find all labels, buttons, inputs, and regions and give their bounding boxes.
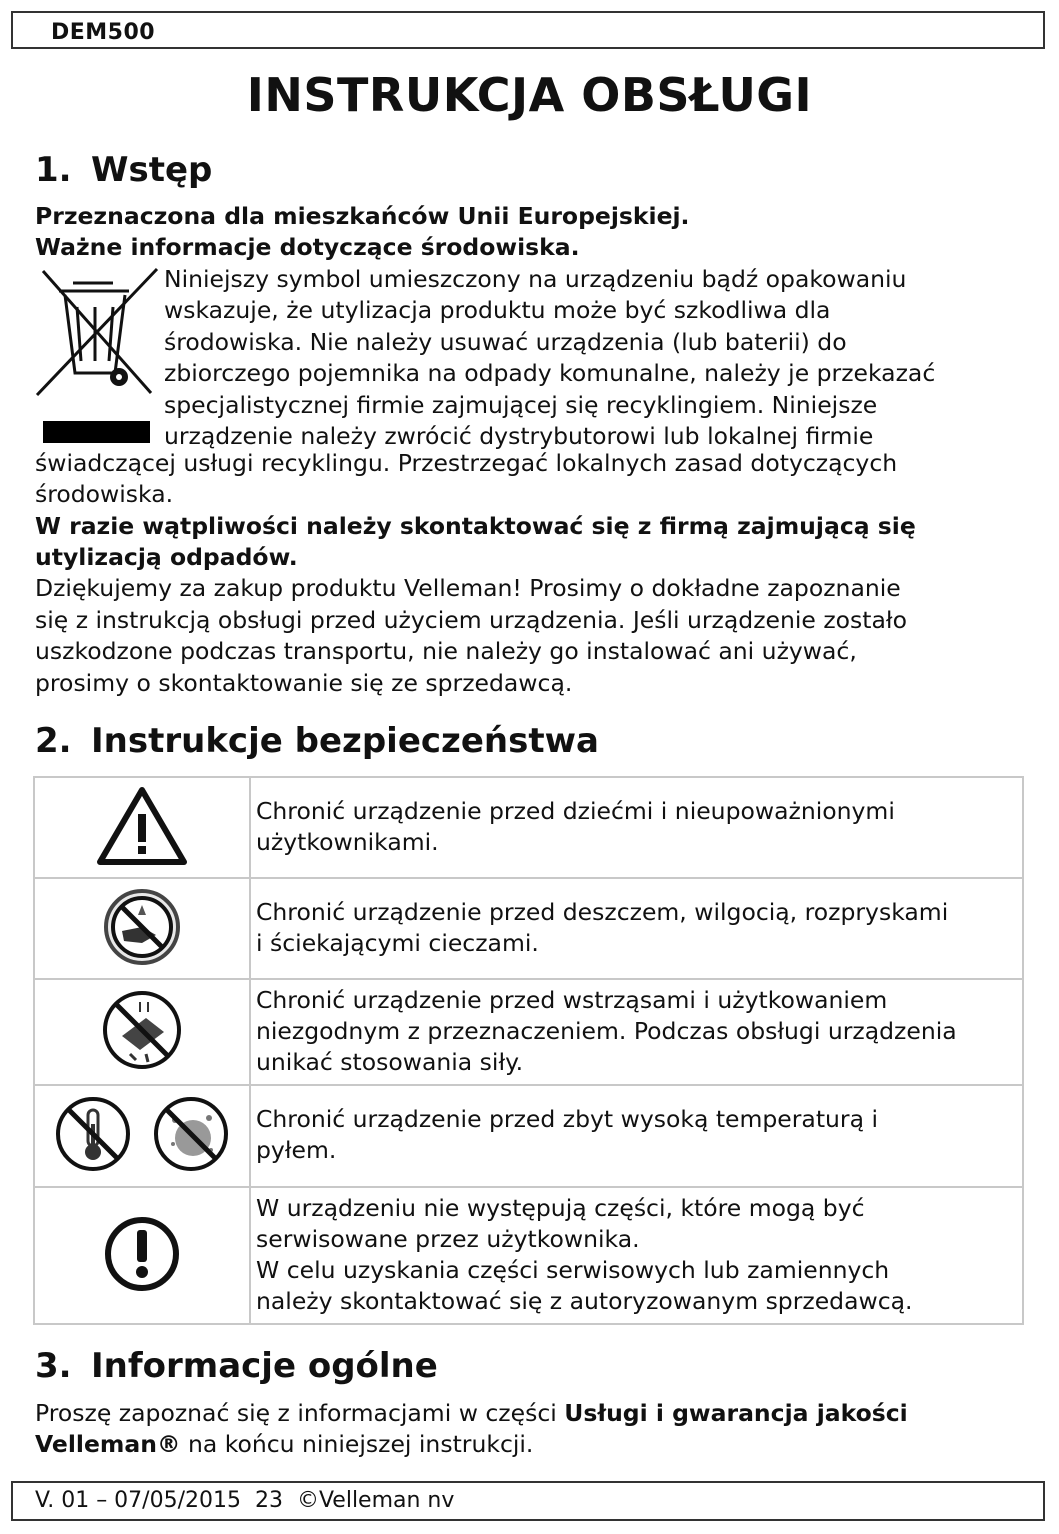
safety-table (33, 776, 1024, 1325)
table-row (34, 777, 1023, 878)
exclamation-circle-icon (102, 1214, 182, 1294)
icon-cell (34, 777, 250, 878)
env-text-line-4: zbiorczego pojemnika na odpady komunalne, należy je przekazać (164, 359, 936, 387)
section-3-title: Informacje ogólne (91, 1346, 438, 1386)
text-cell (250, 1085, 1023, 1187)
icon-cell (34, 1085, 250, 1187)
no-heat-icon (53, 1094, 133, 1174)
section-3-number: 3. (35, 1346, 72, 1386)
section-2-heading (35, 721, 599, 761)
no-water-icon (102, 887, 182, 967)
page-title: INSTRUKCJA OBSŁUGI (246, 68, 813, 122)
section-2-number: 2. (35, 721, 72, 761)
env-info-line: Ważne informacje dotyczące środowiska. (35, 233, 580, 261)
thanks-line-4: prosimy o skontaktowanie się ze sprzedawcą. (35, 669, 573, 697)
general-info-line-2 (35, 1429, 533, 1460)
row-text: Chronić urządzenie przed dziećmi i nieupoważnionymi (256, 796, 895, 825)
row-text: użytkownikami. (256, 827, 439, 856)
thanks-line-2: się z instrukcją obsługi przed użyciem urządzenia. Jeśli urządzenie zostało (35, 606, 907, 634)
warranty-reference: Usługi i gwarancja jakości (564, 1399, 908, 1427)
thanks-line-1: Dziękujemy za zakup produktu Velleman! Prosimy o dokładne zapoznanie (35, 574, 901, 602)
icon-cell (34, 1187, 250, 1324)
table-row (34, 1085, 1023, 1187)
env-text-line-1: Niniejszy symbol umieszczony na urządzeniu bądź opakowaniu (164, 265, 907, 293)
general-info-text: Proszę zapoznać się z informacjami w części (35, 1399, 565, 1427)
row-text: i ściekającymi cieczami. (256, 928, 539, 957)
row-text: Chronić urządzenie przed deszczem, wilgocią, rozpryskami (256, 897, 949, 926)
row-text: Chronić urządzenie przed zbyt wysoką temperaturą i (256, 1105, 878, 1133)
eu-residents-line: Przeznaczona dla mieszkańców Unii Europejskiej. (35, 202, 690, 230)
header-bar (11, 11, 1045, 49)
row-text: W urządzeniu nie występują części, które mogą być (256, 1193, 865, 1222)
no-shock-icon (100, 988, 184, 1072)
thanks-line-3: uszkodzone podczas transportu, nie należy go instalować ani używać, (35, 637, 857, 665)
env-text-line-8: środowiska. (35, 480, 174, 508)
env-text-line-6: urządzenie należy zwrócić dystrybutorowi lub lokalnej firmie (164, 422, 874, 450)
section-1-heading (35, 150, 212, 190)
row-text: serwisowane przez użytkownika. (256, 1224, 640, 1253)
icon-cell (34, 979, 250, 1085)
crossed-bin-icon (33, 265, 163, 445)
row-text: unikać stosowania siły. (256, 1047, 524, 1076)
section-1-title: Wstęp (91, 150, 213, 190)
general-info-line-1 (35, 1398, 908, 1429)
row-text: należy skontaktować się z autoryzowanym sprzedawcą. (256, 1286, 913, 1315)
text-cell (250, 777, 1023, 878)
footer-text: V. 01 – 07/05/2015 23 ©Velleman nv (35, 1488, 455, 1513)
velleman-brand: Velleman® (35, 1430, 181, 1458)
footer-bar (11, 1481, 1045, 1521)
table-row (34, 979, 1023, 1085)
text-cell (250, 979, 1023, 1085)
section-2-title: Instrukcje bezpieczeństwa (91, 721, 599, 761)
row-text: pyłem. (256, 1136, 337, 1164)
table-row (34, 878, 1023, 979)
env-text-line-7: świadczącej usługi recyklingu. Przestrzegać lokalnych zasad dotyczących (35, 449, 898, 477)
contact-line-1: W razie wątpliwości należy skontaktować się z firmą zajmującą się (35, 512, 916, 540)
model-number: DEM500 (51, 20, 156, 45)
section-1-number: 1. (35, 150, 72, 190)
text-cell (250, 878, 1023, 979)
env-text-line-5: specjalistycznej firmie zajmującej się recyklingiem. Niniejsze (164, 391, 878, 419)
text-cell (250, 1187, 1023, 1324)
warning-triangle-icon (96, 786, 188, 866)
env-text-line-2: wskazuje, że utylizacja produktu może być szkodliwa dla (164, 296, 831, 324)
icon-cell (34, 878, 250, 979)
table-row (34, 1187, 1023, 1324)
section-3-heading (35, 1346, 438, 1386)
env-text-line-3: środowiska. Nie należy usuwać urządzenia (lub baterii) do (164, 328, 847, 356)
row-text: W celu uzyskania części serwisowych lub zamiennych (256, 1255, 890, 1284)
general-info-text: na końcu niniejszej instrukcji. (180, 1430, 534, 1458)
no-dust-icon (151, 1094, 231, 1174)
row-text: niezgodnym z przeznaczeniem. Podczas obsługi urządzenia (256, 1016, 957, 1045)
row-text: Chronić urządzenie przed wstrząsami i użytkowaniem (256, 985, 888, 1014)
contact-line-2: utylizacją odpadów. (35, 543, 298, 571)
